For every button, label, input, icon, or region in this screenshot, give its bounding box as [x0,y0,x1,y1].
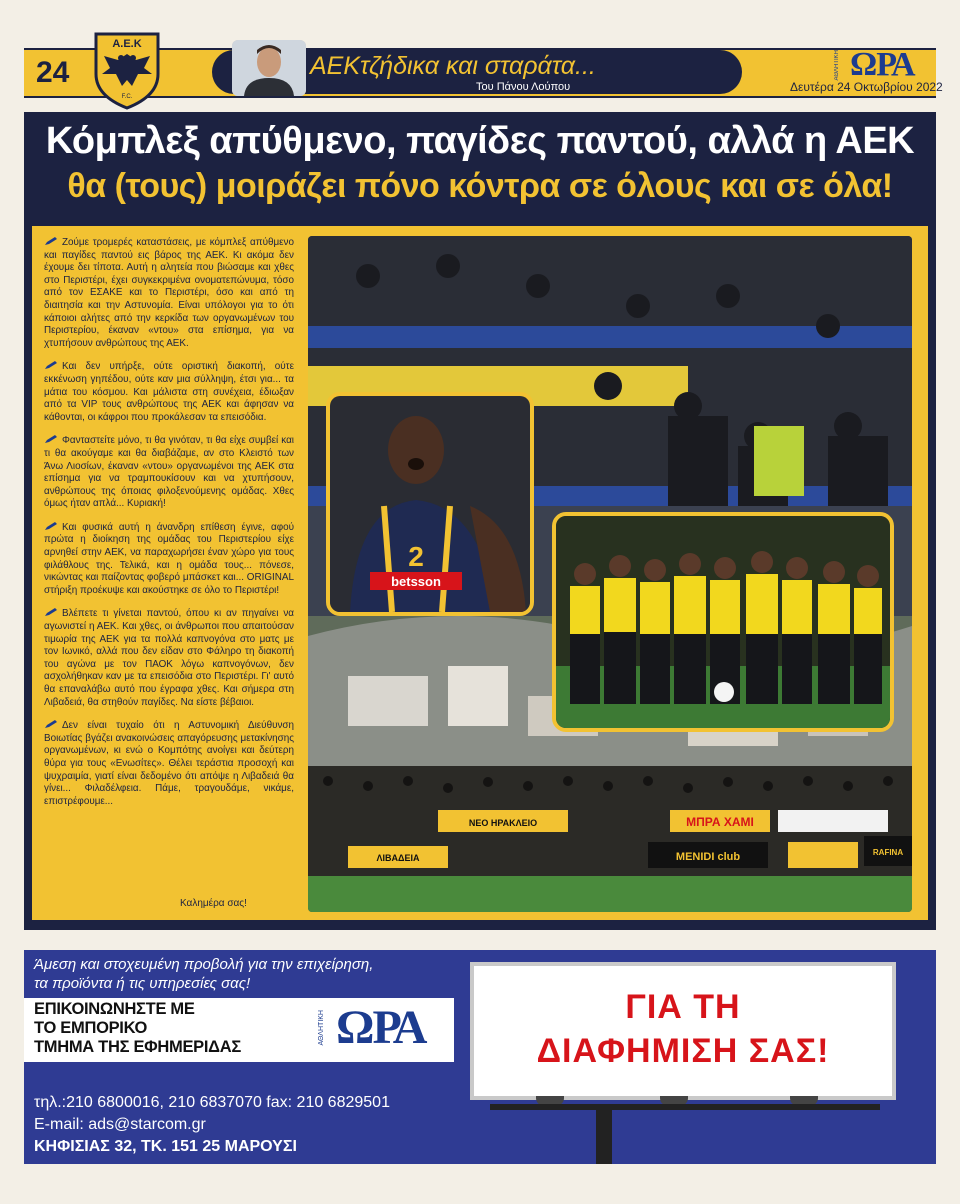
pen-icon [44,434,58,444]
banner-neo-irakleio: ΝΕΟ ΗΡΑΚΛΕΙΟ [468,818,538,828]
headline-line-2: θα (τους) μοιράζει πόνο κόντρα σε όλους και σε όλα! [67,167,893,205]
article-paragraph: Φανταστείτε μόνο, τι θα γινόταν, τι θα είχε συμβεί και τι θα ακούγαμε και θα διαβάζαμε, αν στο Κλειστό των Άνω Λιοσίων, έκαναν «ντου» οργανωμένοι της ΑΕΚ στα επίσημα για να τραμπουκίσουν και να χτυπήσουν, ανθρώπους της όποιας φιλοξενούμενης ομάδας. Χθες όμως ήταν απλά... Κυριακή! [44,435,294,510]
player-jersey-number: 2 [408,541,424,572]
player-sponsor: betsson [391,574,441,589]
author-avatar [232,40,306,96]
billboard-rail [490,1104,880,1110]
crest-letters: Α.Ε.Κ [112,38,142,50]
banner-livadeia: ΛΙΒΑΔΕΙΑ [376,853,420,863]
billboard-post [596,1110,612,1164]
banner-rafina: RAFINA [872,848,904,857]
article-paragraph: Και φυσικά αυτή η άνανδρη επίθεση έγινε, αφού πρώτα η διοίκηση της ομάδας του Περιστερίου είχε αρνηθεί στην ΑΕΚ, να παραχωρήσει έναν χώρο για τους φιλάθλους της. Τελικά, και η ομάδα τους... πόνεσε, νικώντας και παίζοντας φοβερό μπάσκετ και... ORIGINAL στήριξη προέκυψε και ακούστηκε σε όλο το Περιστέρι! [44,521,294,596]
advert-logo: ΩΡΑ [336,1001,426,1054]
pen-icon [44,360,58,370]
page-number: 24 [36,56,70,89]
aek-crest-icon [92,30,162,110]
advert-contact-2: ΤΟ ΕΜΠΟΡΙΚΟ [34,1019,147,1037]
article-paragraph: Ζούμε τρομερές καταστάσεις, με κόμπλεξ απύθμενο και παγίδες παντού εις βάρος της ΑΕΚ. Κι ακόμα δεν έχουμε δει τίποτα. Αυτή η αλητεία που βιώσαμε και χθες στο Περιστέρι, έχει συγκεκριμένα ονοματεπώνυμα, τόσο από τον ΕΣΑΚΕ και το Περιστέρι, όσο και από τη διαιτησία και την Αστυνομία. Είναι υπόλογοι για το ότι κάποιοι αλήτες από την κερκίδα των οργανωμένων του Περιστερίου, έκαναν «ντου» στα επίσημα, για να χτυπήσουν ανθρώπους της ΑΕΚ. [44,237,294,349]
article-paragraph: Και δεν υπήρξε, ούτε οριστική διακοπή, ούτε εκκένωση γηπέδου, ούτε καν μια σύλληψη, έτσι για... τα μάτια του κόσμου. Και μάλιστα στη συνέχεια, έδιωξαν από τα VIP τους ανθρώπους της ΑΕΚ και άφησαν να κάθονται, οι κάφροι που προκάλεσαν τα επεισόδια. [44,361,294,423]
paper-logo: ΩΡΑ [850,46,915,83]
advert-tagline-2: τα προϊόντα ή τις υπηρεσίες σας! [34,975,251,992]
billboard [470,962,896,1100]
column-author: Του Πάνου Λούπου [476,81,571,93]
banner-menidi: MENIDI club [675,851,741,863]
column-title: AEKτζήδικα και σταράτα... [310,52,596,80]
pen-icon [44,236,58,246]
advert-logo-small: ΑΘΛΗΤΙΚΗ [318,1010,325,1046]
advert-tagline-1: Άμεση και στοχευμένη προβολή για την επιχείρηση, [34,956,374,973]
paper-logo-small: ΑΘΛΗΤΙΚΗ [834,50,840,81]
advert-contact-3: ΤΜΗΜΑ ΤΗΣ ΕΦΗΜΕΡΙΔΑΣ [34,1038,241,1056]
banner-mpra-xami: ΜΠΡΑ ΧΑΜΙ [686,815,754,829]
advert-contact-1: ΕΠΙΚΟΙΝΩΝΗΣΤΕ ΜΕ [34,1000,195,1018]
crest-initials: F.C. [121,94,133,100]
article-paragraph: Δεν είναι τυχαίο ότι η Αστυνομική Διεύθυνση Βοιωτίας βγάζει ανακοινώσεις απαγόρευσης μετακίνησης οργανωμένων, κι ενώ ο Κομπότης ανοίγει και δεύτερη θύρα για τους «Ενωσίτες». Θέλει τεράστια προσοχή και ψυχραιμία, γιατί είναι δεδομένο ότι απόψε η Λιβαδειά θα γίνει... Φιλαδέλφεια. Πάμε, τραγουδάμε, νικάμε, επιστρέφουμε... [44,720,294,807]
advert-email: E-mail: ads@starcom.gr [34,1116,206,1133]
player-photo [326,392,534,616]
signoff: Καλημέρα σας! [180,898,247,909]
article-text-column [44,236,294,818]
headline-line-1: Κόμπλεξ απύθμενο, παγίδες παντού, αλλά η ΑΕΚ [45,120,915,162]
billboard-line-2: ΔΙΑΦΗΜΙΣΗ ΣΑΣ! [536,1032,830,1070]
pen-icon [44,719,58,729]
advert-phones: τηλ.:210 6800016, 210 6837070 fax: 210 6829501 [34,1094,390,1111]
team-huddle-photo [552,512,894,732]
pen-icon [44,607,58,617]
article-paragraph: Βλέπετε τι γίνεται παντού, όπου κι αν πηγαίνει να αγωνιστεί η ΑΕΚ. Και χθες, οι άνθρωποι που απαιτούσαν τιμωρία της ΑΕΚ για τα πολλά καπνογόνα στο ματς με τον Ιωνικό, αλλά που δεν είδαν στο Φάληρο τη διακοπή του αγώνα με τον ΠΑΟΚ λόγω καπνογόνων, δεν ασχολήθηκαν καν με τα επεισόδια στο Περιστέρι. Γι' αυτό θα επαναλάβω αυτό που έγραφα χθες. Και σήμερα στη Λιβαδειά, θα στηθούν παγίδες. Να είστε βέβαιοι. [44,608,294,708]
billboard-line-1: ΓΙΑ ΤΗ [625,988,741,1026]
advert-address: ΚΗΦΙΣΙΑΣ 32, ΤΚ. 151 25 ΜΑΡΟΥΣΙ [34,1138,297,1155]
issue-date: Δευτέρα 24 Οκτωβρίου 2022 [790,80,943,94]
headline [24,118,936,208]
pen-icon [44,521,58,531]
